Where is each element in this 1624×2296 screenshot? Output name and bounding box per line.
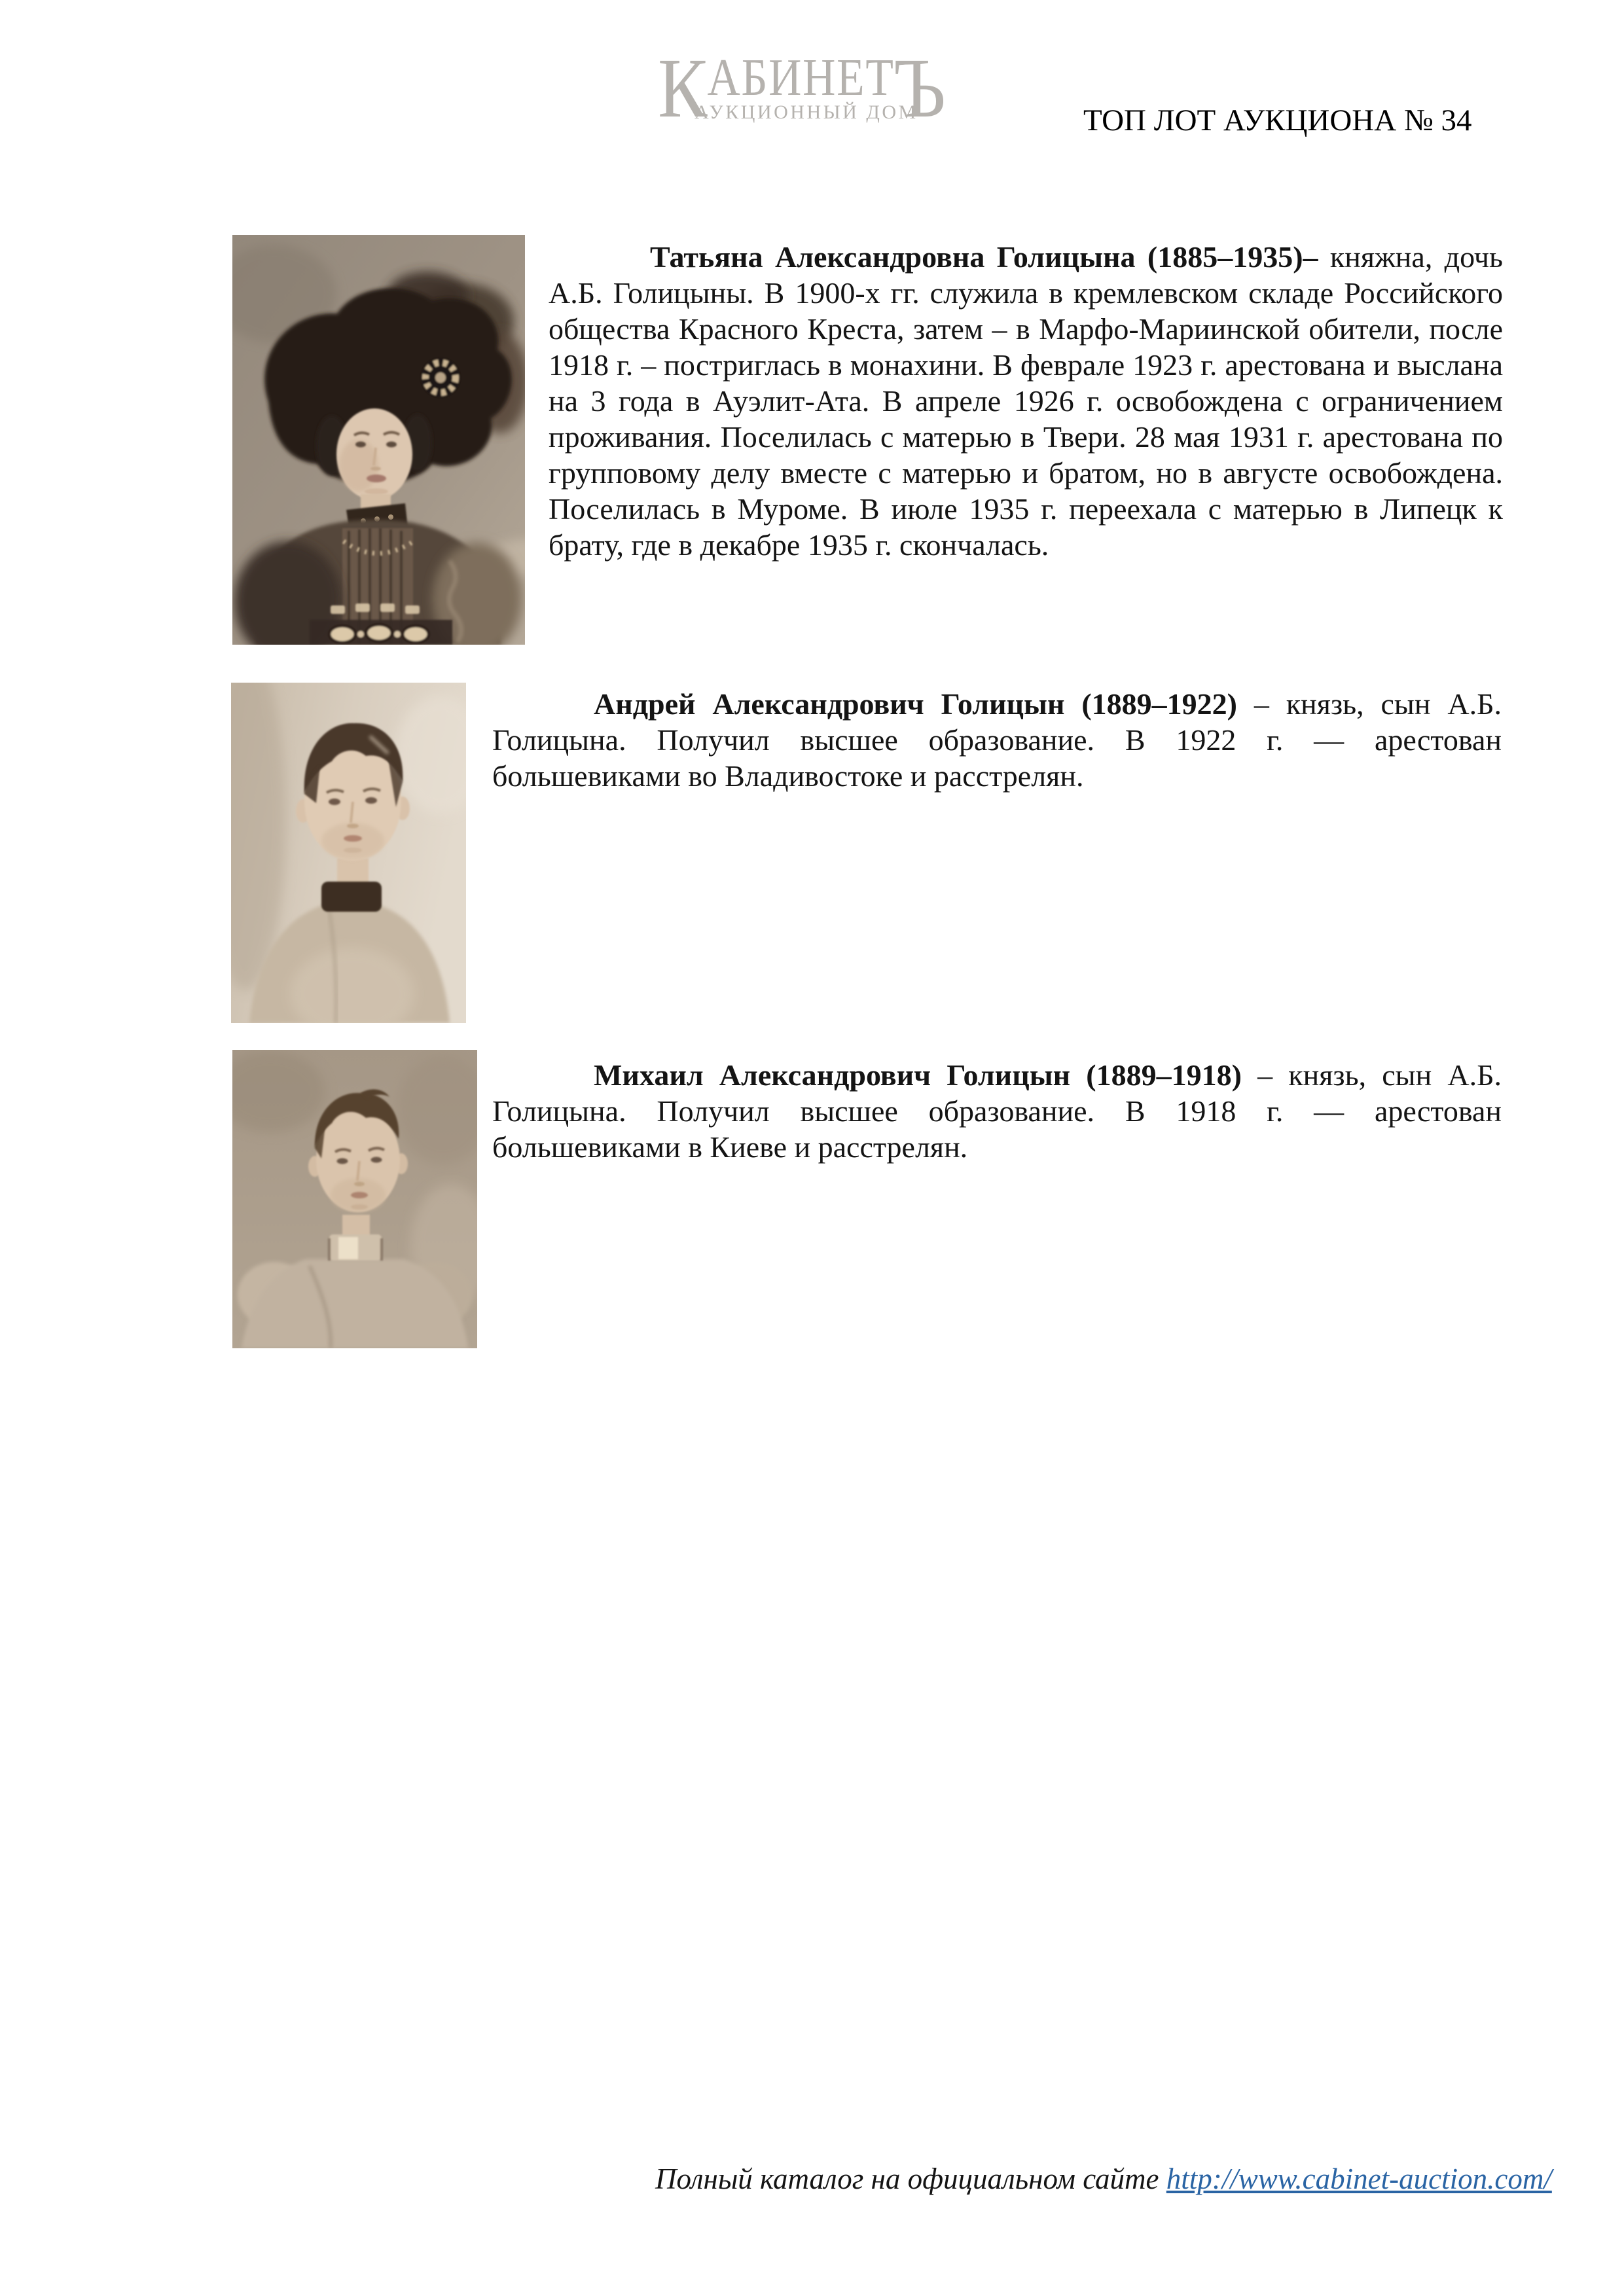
logo-letter-initial: К: [658, 41, 708, 135]
logo-letters-middle: АБИНЕТ: [707, 49, 895, 107]
page-title: ТОП ЛОТ АУКЦИОНА № 34: [1083, 103, 1472, 137]
footer-text: Полный каталог на официальном сайте: [655, 2162, 1166, 2195]
person-name-mikhail: Михаил Александрович Голицын (1889–1918): [594, 1058, 1242, 1092]
portrait-photo-woman-large-hat: [232, 235, 525, 645]
logo-subtitle: АУКЦИОННЫЙ ДОМ: [695, 101, 918, 123]
bio-body-mikhail: – князь, сын А.Б. Голицына. Получил высшее образование. В 1918 г. — арестован большевиками в Киеве и расстрелян.: [492, 1058, 1502, 1164]
portrait-photo-young-man-tunic: [232, 1050, 477, 1348]
portrait-photo-young-man-jacket: [231, 683, 466, 1023]
bio-body-andrey: – князь, сын А.Б. Голицына. Получил высшее образование. В 1922 г. — арестован большевиками во Владивостоке и расстрелян.: [492, 687, 1502, 793]
logo-letter-tail: Ъ: [893, 41, 946, 135]
person-name-tatiana: Татьяна Александровна Голицына (1885–1935)–: [650, 240, 1318, 274]
bio-paragraph-andrey: [492, 686, 1502, 794]
footer-catalog-note: [655, 2162, 1552, 2196]
auction-house-logo: [658, 41, 989, 135]
bio-paragraph-mikhail: [492, 1057, 1502, 1165]
footer-site-link[interactable]: http://www.cabinet-auction.com/: [1166, 2162, 1552, 2195]
bio-paragraph-tatiana: [549, 239, 1503, 563]
person-name-andrey: Андрей Александрович Голицын (1889–1922): [594, 687, 1237, 721]
bio-body-tatiana: княжна, дочь А.Б. Голицыны. В 1900-х гг. служила в кремлевском складе Российского общества Красного Креста, затем – в Марфо-Мариинской обители, после 1918 г. – постриглась в монахини. В феврале 1923 г. арестована и выслана на 3 года в Ауэлит-Ата. В апреле 1926 г. освобождена с ограничением проживания. Поселилась с матерью в Твери. 28 мая 1931 г. арестована по групповому делу вместе с матерью и братом, но в августе освобождена. Поселилась в Муроме. В июле 1935 г. переехала с матерью в Липецк к брату, где в декабре 1935 г. скончалась.: [549, 240, 1503, 562]
